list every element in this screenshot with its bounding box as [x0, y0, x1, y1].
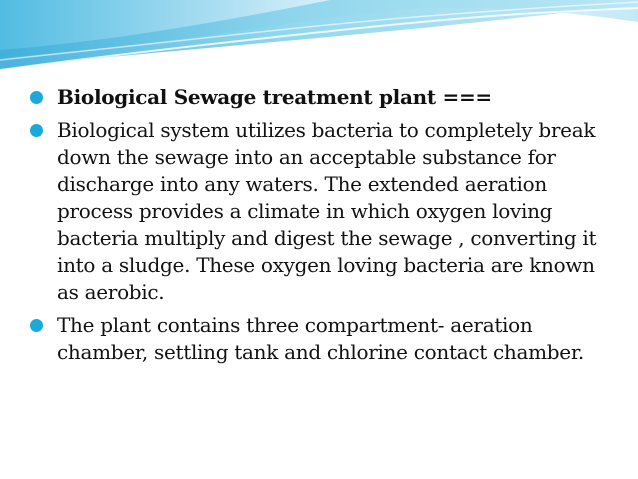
bullet-dot-icon: [30, 124, 43, 137]
bullet-dot-icon: [30, 319, 43, 332]
bullet-item-description: [30, 117, 610, 306]
bullet-dot-icon: [30, 91, 43, 104]
bullet-item-title: [30, 84, 610, 111]
bullet-text: Biological system utilizes bacteria to completely break down the sewage into an acceptable substance for discharge into any waters. The extended aeration process provides a climate in which oxygen loving bacteria multiply and digest the sewage , converting it into a sludge. These oxygen loving bacteria are known as aerobic.: [57, 118, 597, 304]
bullet-list: [30, 84, 610, 372]
bullet-text: Biological Sewage treatment plant ===: [57, 85, 492, 109]
bullet-item-compartments: [30, 312, 610, 366]
wave-header-decoration: [0, 0, 638, 80]
bullet-text: The plant contains three compartment- aeration chamber, settling tank and chlorine contact chamber.: [57, 313, 584, 364]
